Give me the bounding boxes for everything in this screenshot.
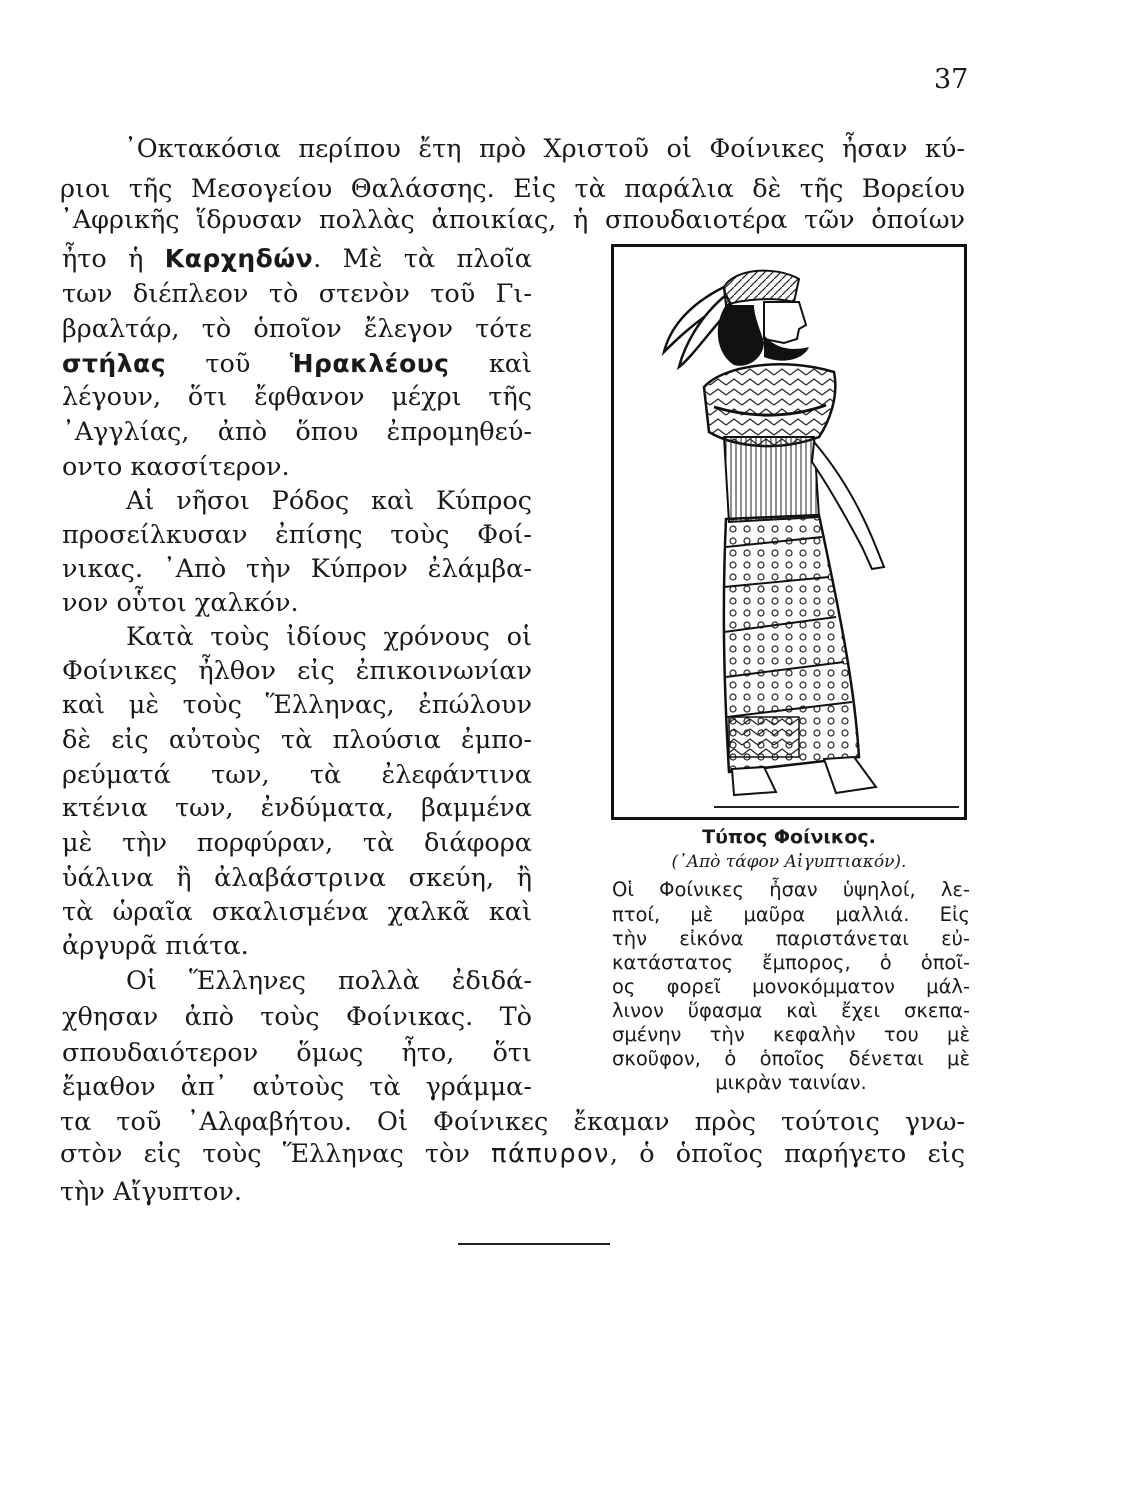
figure-source: (᾿Απὸ τάφον Αἰγυπτιακόν).: [671, 852, 907, 872]
column-line: [62, 351, 532, 378]
face: [764, 302, 806, 343]
column-line: νικας. ᾿Απὸ τὴν Κύπρον ἐλάμβα-: [62, 554, 532, 584]
column-line: [62, 246, 532, 273]
column-line: καὶ μὲ τοὺς Ἕλληνας, ἐπώλουν: [62, 690, 532, 720]
text-run: , ὁ ὁποῖος παρήγετο εἰς: [609, 1139, 965, 1169]
column-line: σπουδαιότερον ὅμως ἦτο, ὅτι: [62, 1038, 532, 1068]
body-line: ᾿Οκτακόσια περίπου ἔτη πρὸ Χριστοῦ οἱ Φοίνικες ἦσαν κύ-: [124, 134, 965, 164]
figure-caption-line: πτοί, μὲ μαῦρα μαλλιά. Εἰς: [612, 903, 970, 926]
text-run: καὶ: [449, 349, 532, 379]
place-name-carthage: Καρχηδών: [164, 244, 314, 273]
torso: [724, 437, 819, 522]
column-line: νον οὗτοι χαλκόν.: [62, 588, 299, 618]
figure-caption-line: λινον ὕφασμα καὶ ἔχει σκεπα-: [612, 999, 970, 1022]
column-line: των διέπλεον τὸ στενὸν τοῦ Γι-: [62, 279, 532, 309]
column-line: Αἱ νῆσοι Ρόδος καὶ Κύπρος: [126, 486, 532, 516]
body-line: τα τοῦ ᾿Αλφαβήτου. Οἱ Φοίνικες ἔκαμαν πρὸς τούτοις γνω-: [60, 1107, 965, 1137]
figure-caption-line: μικρὰν ταινίαν.: [715, 1071, 867, 1094]
column-line: τὰ ὡραῖα σκαλισμένα χαλκᾶ καὶ: [62, 897, 532, 927]
column-line: λέγουν, ὅτι ἔφθανον μέχρι τῆς: [62, 382, 532, 412]
figure-caption-line: κατάστατος ἔμπορος, ὁ ὁποῖ-: [612, 951, 970, 974]
foot: [824, 757, 876, 793]
term-papyrus: πάπυρον: [491, 1139, 610, 1169]
page-number: 37: [934, 64, 969, 95]
column-line: Οἱ Ἕλληνες πολλὰ ἐδιδά-: [126, 966, 532, 996]
column-line: ὑάλινα ἢ ἀλαβάστρινα σκεύη, ἢ: [62, 863, 532, 893]
text-run: τοῦ: [166, 349, 290, 379]
figure-caption-line: ος φορεῖ μονοκόμματον μάλ-: [612, 975, 970, 998]
hair: [718, 305, 764, 366]
body-line: ριοι τῆς Μεσογείου Θαλάσσης. Εἰς τὰ παράλια δὲ τῆς Βορείου: [60, 174, 965, 204]
text-run: ἦτο ἡ: [62, 244, 165, 274]
foot: [732, 767, 776, 795]
column-line: Φοίνικες ἦλθον εἰς ἐπικοινωνίαν: [62, 656, 532, 686]
column-line: βραλτάρ, τὸ ὁποῖον ἔλεγον τότε: [62, 314, 532, 344]
column-line: προσείλκυσαν ἐπίσης τοὺς Φοί-: [62, 520, 532, 550]
text-run: στὸν εἰς τοὺς Ἕλληνας τὸν: [60, 1139, 492, 1169]
figure-caption-line: τὴν εἰκόνα παριστάνεται εὐ-: [612, 927, 970, 950]
figure-caption-line: σμένην τὴν κεφαλὴν του μὲ: [612, 1023, 970, 1046]
figure-frame: [611, 244, 967, 820]
column-line: μὲ τὴν πορφύραν, τὰ διάφορα: [62, 828, 532, 858]
figure-caption-line: σκοῦφον, ὁ ὁποῖος δένεται μὲ: [612, 1047, 970, 1070]
section-divider: [458, 1243, 610, 1245]
cap: [724, 271, 799, 305]
body-line: [60, 1139, 965, 1169]
column-line: ἀργυρᾶ πιάτα.: [62, 931, 249, 961]
shoulder-cape: [704, 364, 835, 446]
phoenician-figure-illustration: [614, 247, 964, 817]
body-line: ᾿Αφρικῆς ἵδρυσαν πολλὰς ἀποικίας, ἡ σπουδαιοτέρα τῶν ὁποίων: [60, 205, 965, 235]
figure-caption-line: Οἱ Φοίνικες ἦσαν ὑψηλοί, λε-: [612, 878, 970, 901]
text-run: . Μὲ τὰ πλοῖα: [313, 244, 532, 274]
column-line: ρεύματά των, τὰ ἐλεφάντινα: [62, 760, 532, 790]
body-line: τὴν Αἴγυπτον.: [60, 1177, 242, 1207]
term-stiles: στήλας: [62, 349, 167, 378]
column-line: δὲ εἰς αὐτοὺς τὰ πλούσια ἐμπο-: [62, 725, 532, 755]
column-line: ἔμαθον ἀπ᾿ αὐτοὺς τὰ γράμμα-: [62, 1072, 532, 1102]
column-line: οντο κασσίτερον.: [62, 452, 290, 482]
column-line: ᾿Αγγλίας, ἀπὸ ὅπου ἐπρομηθεύ-: [62, 417, 532, 447]
column-line: κτένια των, ἐνδύματα, βαμμένα: [62, 793, 532, 823]
column-line: χθησαν ἀπὸ τοὺς Φοίνικας. Τὸ: [62, 1002, 532, 1032]
column-line: Κατὰ τοὺς ἰδίους χρόνους οἱ: [126, 622, 532, 652]
figure-title: Τύπος Φοίνικος.: [702, 826, 876, 848]
term-heracles: Ἡρακλέους: [289, 349, 450, 378]
